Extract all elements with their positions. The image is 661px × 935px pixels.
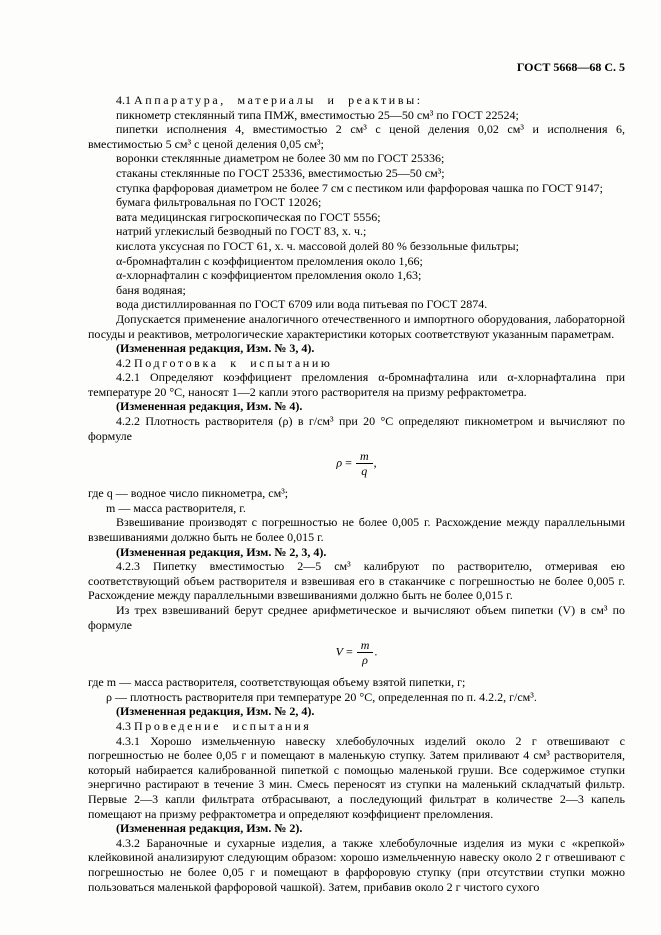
definition-line: где m — масса растворителя, соответствующая объему взятой пипетки, г; [88, 675, 466, 690]
fraction-denominator: q [361, 464, 368, 479]
paragraph: кислота уксусная по ГОСТ 61, х. ч. массовой долей 80 % беззольные фильтры; [116, 238, 519, 253]
paragraph: стаканы стеклянные по ГОСТ 25336, вместимостью 25—50 см³; [116, 165, 445, 180]
section-heading [88, 356, 625, 371]
definition-line: где q — водное число пикнометра, см³; [88, 486, 289, 501]
section-heading [88, 93, 625, 108]
formula-fraction [356, 450, 373, 477]
section-number: 4.1 [116, 93, 134, 107]
formula: ρ = $\frac{m}{q}$ , [336, 449, 377, 479]
revision-note: (Измененная редакция, Изм. № 2, 4). [116, 704, 315, 719]
paragraph: Взвешивание производят с погрешностью не более 0,005 г. Расхождение между параллельными взвешиваниями должно быть не более 0,015 г. [88, 515, 625, 545]
paragraph: Из трех взвешиваний берут среднее арифметическое и вычисляют объем пипетки (V) в см³ по формуле [88, 603, 625, 632]
paragraph: баня водяная; [116, 282, 186, 297]
paragraph: вода дистиллированная по ГОСТ 6709 или вода питьевая по ГОСТ 2874. [116, 297, 488, 312]
paragraph: ступка фарфоровая диаметром не более 7 см с пестиком или фарфоровая чашка по ГОСТ 9147; [116, 180, 603, 195]
paragraph: 4.3.2 Бараночные и сухарные изделия, а также хлебобулочные изделия из муки с «крепкой» клейковиной анализируют следующим образом: хорошо измельченную навеску около 2 г отвешивают с погрешностью не более 0,05 г и помещают в фарфоровую ступку (при отсутствии ступки можно пользоваться маленькой фарфоровой чашкой). Затем, прибавив около 2 г чистого сухого [88, 835, 625, 894]
paragraph: Допускается применение аналогичного отечественного и импортного оборудования, лабораторной посуды и реактивов, метрологические характеристики которых соответствуют указанным параметрам. [88, 311, 625, 341]
section-title: Аппаратура, материалы и реактивы: [134, 93, 423, 107]
paragraph: 4.2.1 Определяют коэффициент преломления α-бромнафталина или α-хлорнафталина при температуре 20 °С, наносят 1—2 капли этого растворителя на призму рефрактометра. [88, 370, 625, 399]
paragraph: пикнометр стеклянный типа ПМЖ, вместимостью 25—50 см³ по ГОСТ 22524; [116, 107, 519, 122]
paragraph: 4.3.1 Хорошо измельченную навеску хлебобулочных изделий около 2 г отвешивают с погрешностью не более 0,05 г и помещают в маленькую ступку. Затем приливают 4 см³ растворителя, который набирается калиброванной пипеткой с помощью маленькой груши. Все содержимое ступки энергично растирают в течение 3 мин. Смесь переносят из ступки на маленький складчатый фильтр. Первые 2—3 капли фильтрата отбрасывают, а последующий фильтрат в количестве 2—3 капель помещают на призму рефрактометра и определяют коэффициент преломления. [88, 733, 625, 821]
section-number: 4.2 [116, 355, 134, 370]
formula: V = $\frac{m}{\rho}$ . [335, 638, 378, 668]
revision-note: (Измененная редакция, Изм. № 2, 3, 4). [116, 544, 327, 559]
revision-note: (Измененная редакция, Изм. № 4). [116, 399, 303, 414]
fraction-numerator: m [357, 639, 374, 653]
section-number: 4.3 [116, 718, 134, 733]
formula-variable: ρ [336, 455, 343, 470]
paragraph: 4.2.2 Плотность растворителя (ρ) в г/см³ при 20 °С определяют пикнометром и вычисляют по формуле [88, 414, 625, 443]
fraction-denominator: ρ [362, 653, 368, 668]
paragraph: 4.2.3 Пипетку вместимостью 2—5 см³ калибруют по растворителю, отмеривая ею соответствующий объем растворителя и взвешивая его в стаканчике с погрешностью не более 0,005 г. Расхождение между параллельными взвешиваниями должно быть не более 0,015 г. [88, 559, 625, 603]
paragraph: α-хлорнафталин с коэффициентом преломления около 1,63; [116, 268, 422, 283]
paragraph: воронки стеклянные диаметром не более 30 мм по ГОСТ 25336; [116, 151, 445, 166]
fraction-numerator: m [356, 450, 373, 464]
paragraph: α-бромнафталин с коэффициентом преломления около 1,66; [116, 253, 423, 268]
definition-line: ρ — плотность растворителя при температуре 20 °С, определенная по п. 4.2.2, г/см³. [106, 689, 537, 704]
paragraph: вата медицинская гигроскопическая по ГОСТ 5556; [116, 209, 381, 224]
section-title: Проведение испытания [134, 718, 312, 733]
page-header: ГОСТ 5668—68 С. 5 [516, 60, 625, 74]
paragraph: натрий углекислый безводный по ГОСТ 83, х. ч.; [116, 224, 367, 239]
formula-fraction [357, 639, 374, 666]
paragraph: бумага фильтровальная по ГОСТ 12026; [116, 195, 322, 210]
definition-line: m — масса растворителя, г. [106, 500, 246, 515]
revision-note: (Измененная редакция, Изм. № 2). [116, 821, 303, 836]
revision-note: (Измененная редакция, Изм. № 3, 4). [116, 341, 315, 356]
document-body [88, 93, 625, 894]
section-heading [88, 719, 625, 734]
paragraph: пипетки исполнения 4, вместимостью 2 см³ с ценой деления 0,02 см³ и исполнения 6, вместимостью 5 см³ с ценой деления 0,05 см³; [88, 122, 625, 151]
section-title: Подготовка к испытанию [134, 355, 333, 370]
formula-variable: V [335, 644, 343, 659]
